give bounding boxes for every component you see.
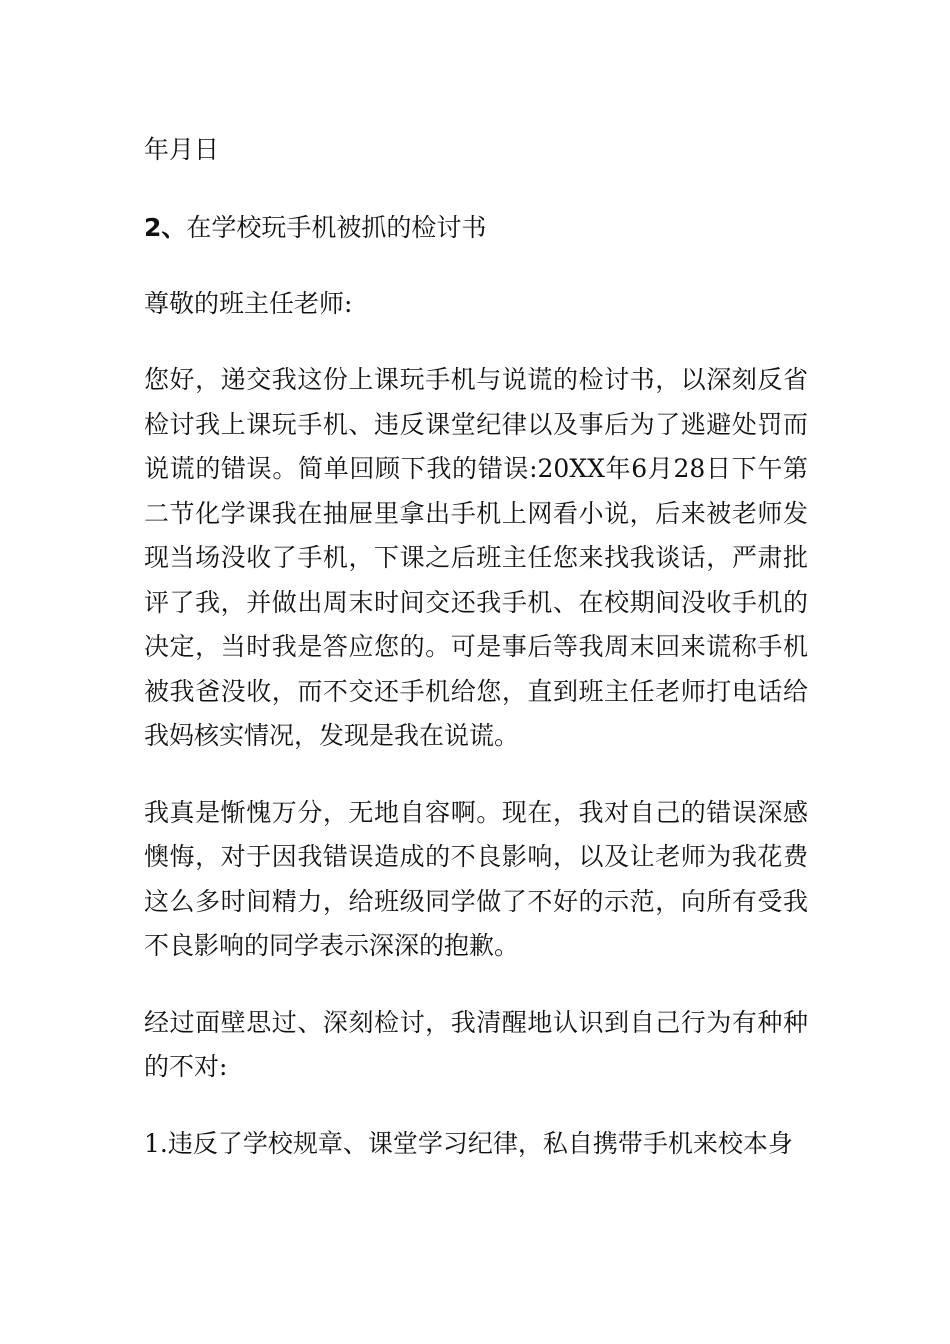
salutation: 尊敬的班主任老师: [144,289,353,318]
date-line: 年月日 [144,135,220,164]
paragraph-4: 1.违反了学校规章、课堂学习纪律，私自携带手机来校本身 [144,1128,793,1158]
paragraph-1: 您好，递交我这份上课玩手机与说谎的检讨书，以深刻反省检讨我上课玩手机、违反课堂纪律以及事后为了逃避处罚而说谎的错误。简单回顾下我的错误:20XX年6月28日下午第二节化学课我在抽屉里拿出手机上网看小说，后来被老师发现当场没收了手机，下课之后班主任您来找我谈话，严肃批评了我，并做出周末时间交还我手机、在校期间没收手机的决定，当时我是答应您的。可是事后等我周末回来谎称手机被我爸没收，而不交还手机给您，直到班主任老师打电话给我妈核实情况，发现是我在说谎。 [144,365,808,750]
paragraph-2: 我真是惭愧万分，无地自容啊。现在，我对自己的错误深感懊悔，对于因我错误造成的不良影响，以及让老师为我花费这么多时间精力，给班级同学做了不好的示范，向所有受我不良影响的同学表示深深的抱歉。 [144,797,808,960]
heading-text: 在学校玩手机被抓的检讨书 [186,213,487,242]
document-body [144,128,808,1166]
section-heading [144,206,808,250]
heading-number: 2、 [144,213,187,242]
paragraph-3: 经过面壁思过、深刻检讨，我清醒地认识到自己行为有种种的不对: [144,1007,808,1081]
